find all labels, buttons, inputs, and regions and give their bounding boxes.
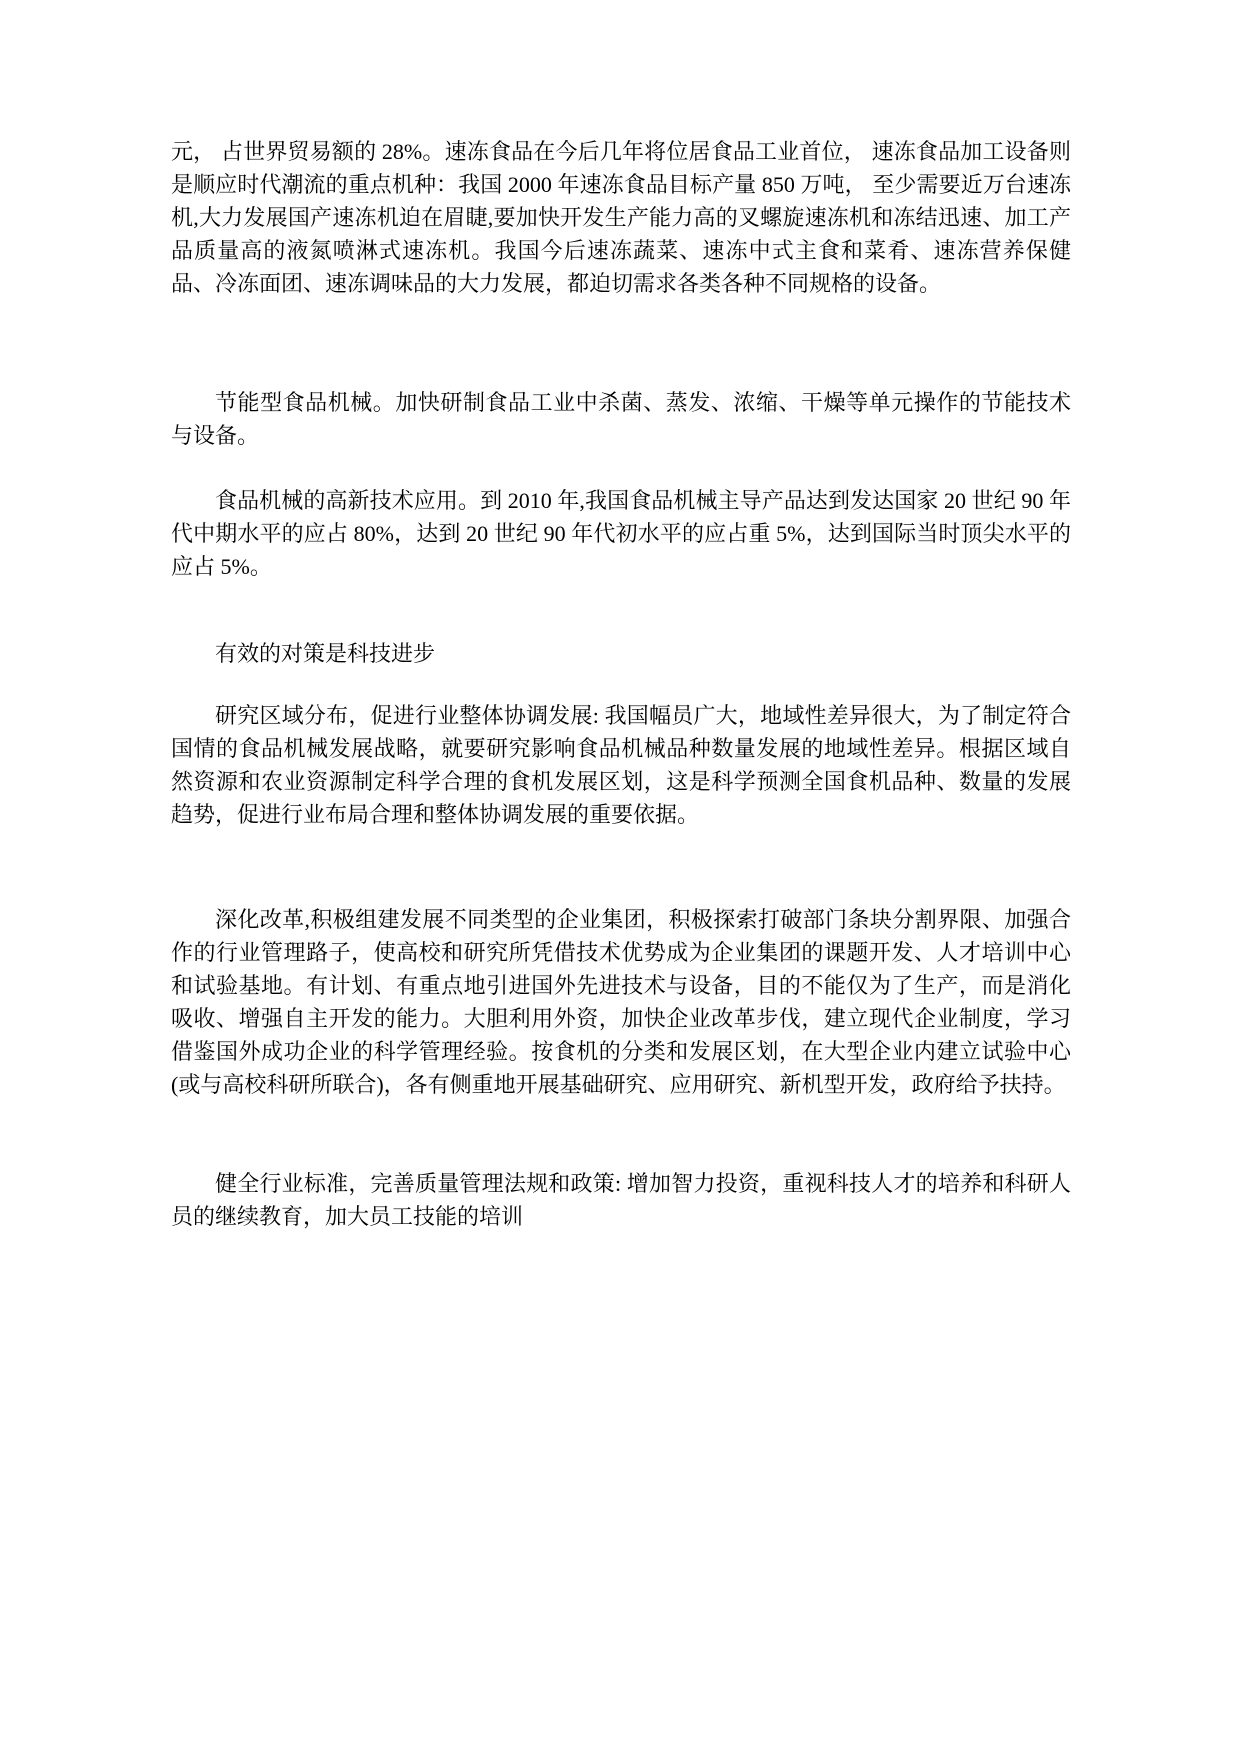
body-paragraph-energy-saving-machinery: 节能型食品机械。加快研制食品工业中杀菌、蒸发、浓缩、干燥等单元操作的节能技术与设备。 (171, 390, 1071, 448)
body-paragraph-industry-standards: 健全行业标准，完善质量管理法规和政策: 增加智力投资，重视科技人才的培养和科研人员的继续教育，加大员工技能的培训 (171, 1171, 1071, 1229)
body-paragraph-high-tech-application: 食品机械的高新技术应用。到 2010 年,我国食品机械主导产品达到发达国家 20 世纪 90 年代中期水平的应占 80%，达到 20 世纪 90 年代初水平的应占重 5%，达到国际当时顶尖水平的应占 5%。 (171, 488, 1071, 579)
body-paragraph-deepen-reform: 深化改革,积极组建发展不同类型的企业集团，积极探索打破部门条块分割界限、加强合作的行业管理路子，使高校和研究所凭借技术优势成为企业集团的课题开发、人才培训中心和试验基地。有计划、有重点地引进国外先进技术与设备，目的不能仅为了生产，而是消化吸收、增强自主开发的能力。大胆利用外资，加快企业改革步伐，建立现代企业制度，学习借鉴国外成功企业的科学管理经验。按食机的分类和发展区划，在大型企业内建立试验中心(或与高校科研所联合)，各有侧重地开展基础研究、应用研究、新机型开发，政府给予扶持。 (171, 907, 1071, 1097)
section-heading: 有效的对策是科技进步 (215, 641, 436, 666)
body-paragraph-frozen-food-equipment: 元， 占世界贸易额的 28%。速冻食品在今后几年将位居食品工业首位， 速冻食品加工设备则是顺应时代潮流的重点机种：我国 2000 年速冻食品目标产量 850 万吨， 至少需要近万台速冻机,大力发展国产速冻机迫在眉睫,要加快开发生产能力高的叉螺旋速冻机和冻结迅速、加工产品质量高的液氮喷淋式速冻机。我国今后速冻蔬菜、速冻中式主食和菜肴、速冻营养保健品、冷冻面团、速冻调味品的大力发展，都迫切需求各类各种不同规格的设备。 (171, 139, 1071, 296)
body-paragraph-regional-distribution: 研究区域分布，促进行业整体协调发展: 我国幅员广大，地域性差异很大，为了制定符合国情的食品机械发展战略，就要研究影响食品机械品种数量发展的地域性差异。根据区域自然资源和农业资源制定科学合理的食机发展区划，这是科学预测全国食机品种、数量的发展趋势，促进行业布局合理和整体协调发展的重要依据。 (171, 703, 1071, 827)
